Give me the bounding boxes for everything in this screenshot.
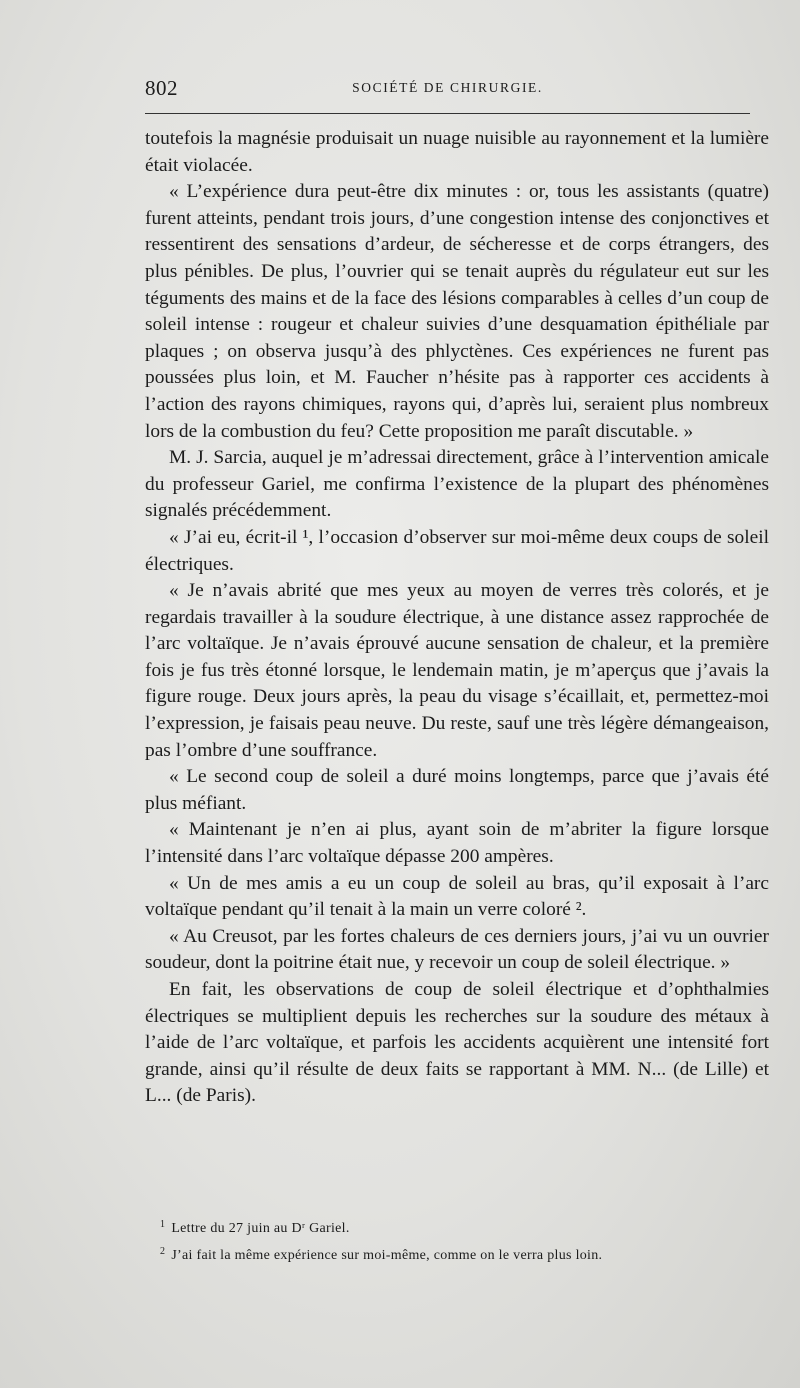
paragraph: « J’ai eu, écrit-il ¹, l’occasion d’observer sur moi-même deux coups de soleil électriques. [145,526,769,575]
paragraph: M. J. Sarcia, auquel je m’adressai directement, grâce à l’intervention amicale du professeur Gariel, me confirma l’existence de la plupart des phénomènes signalés précédemment. [145,447,769,522]
paragraph: « Le second coup de soleil a duré moins longtemps, parce que j’avais été plus méfiant. [145,766,769,814]
paragraph: « L’expérience dura peut-être dix minutes : or, tous les assistants (quatre) furent atteints, pendant trois jours, d’une congestion intense des conjonctives et ressentirent des sensations d’ardeur, de sécheresse et de corps étrangers, des plus pénibles. De plus, l’ouvrier qui se tenait auprès du régulateur eut sur les téguments des mains et de la face des lésions comparables à celles d’un coup de soleil intense : rougeur et chaleur suivies d’une desquamation épithéliale par plaques ; on observa jusqu’à des phlyctènes. Ces expériences ne furent pas poussées plus loin, et M. Faucher n’hésite pas à rapporter ces accidents à l’action des rayons chimiques, rayons qui, d’après lui, seraient plus nombreux lors de la combustion du feu? Cette proposition me paraît discutable. » [145,181,769,442]
paragraph: En fait, les observations de coup de soleil électrique et d’ophthalmies électriques se multiplient depuis les recherches sur la soudure des métaux à l’aide de l’arc voltaïque, et parfois les accidents acquièrent une intensité fort grande, ainsi qu’il résulte de deux faits se rapportant à MM. N... (de Lille) et L... (de Paris). [145,979,769,1107]
body-text [145,126,769,1110]
footnote-text: Lettre du 27 juin au Dʳ Gariel. [171,1221,350,1236]
footnote-marker: 1 [160,1219,166,1230]
footnote [160,1213,780,1240]
paragraph: « Au Creusot, par les fortes chaleurs de ces derniers jours, j’ai vu un ouvrier soudeur, dont la poitrine était nue, y recevoir un coup de soleil électrique. » [145,925,769,974]
footnote [160,1240,780,1267]
footnotes [160,1213,780,1267]
paragraph: toutefois la magnésie produisait un nuage nuisible au rayonnement et la lumière était violacée. [145,128,769,176]
page-header [145,76,750,100]
footnote-marker: 2 [160,1246,166,1257]
running-head: SOCIÉTÉ DE CHIRURGIE. [352,80,543,95]
header-rule [145,113,750,114]
paragraph: « Un de mes amis a eu un coup de soleil au bras, qu’il exposait à l’arc voltaïque pendant qu’il tenait à la main un verre coloré ². [145,872,769,921]
page-number: 802 [145,76,178,100]
paragraph: « Maintenant je n’en ai plus, ayant soin de m’abriter la figure lorsque l’intensité dans l’arc voltaïque dépasse 200 ampères. [145,819,769,868]
footnote-text: J’ai fait la même expérience sur moi-même, comme on le verra plus loin. [171,1248,603,1263]
paragraph: « Je n’avais abrité que mes yeux au moyen de verres très colorés, et je regardais travailler à la soudure électrique, à une distance assez rapprochée de l’arc voltaïque. Je n’avais éprouvé aucune sensation de chaleur, et la première fois je fus très étonné lorsque, le lendemain matin, je m’aperçus que j’avais la figure rouge. Deux jours après, la peau du visage s’écaillait, et, permettez-moi l’expression, je faisais peau neuve. Du reste, sauf une très légère démangeaison, pas l’ombre d’une souffrance. [145,580,769,761]
